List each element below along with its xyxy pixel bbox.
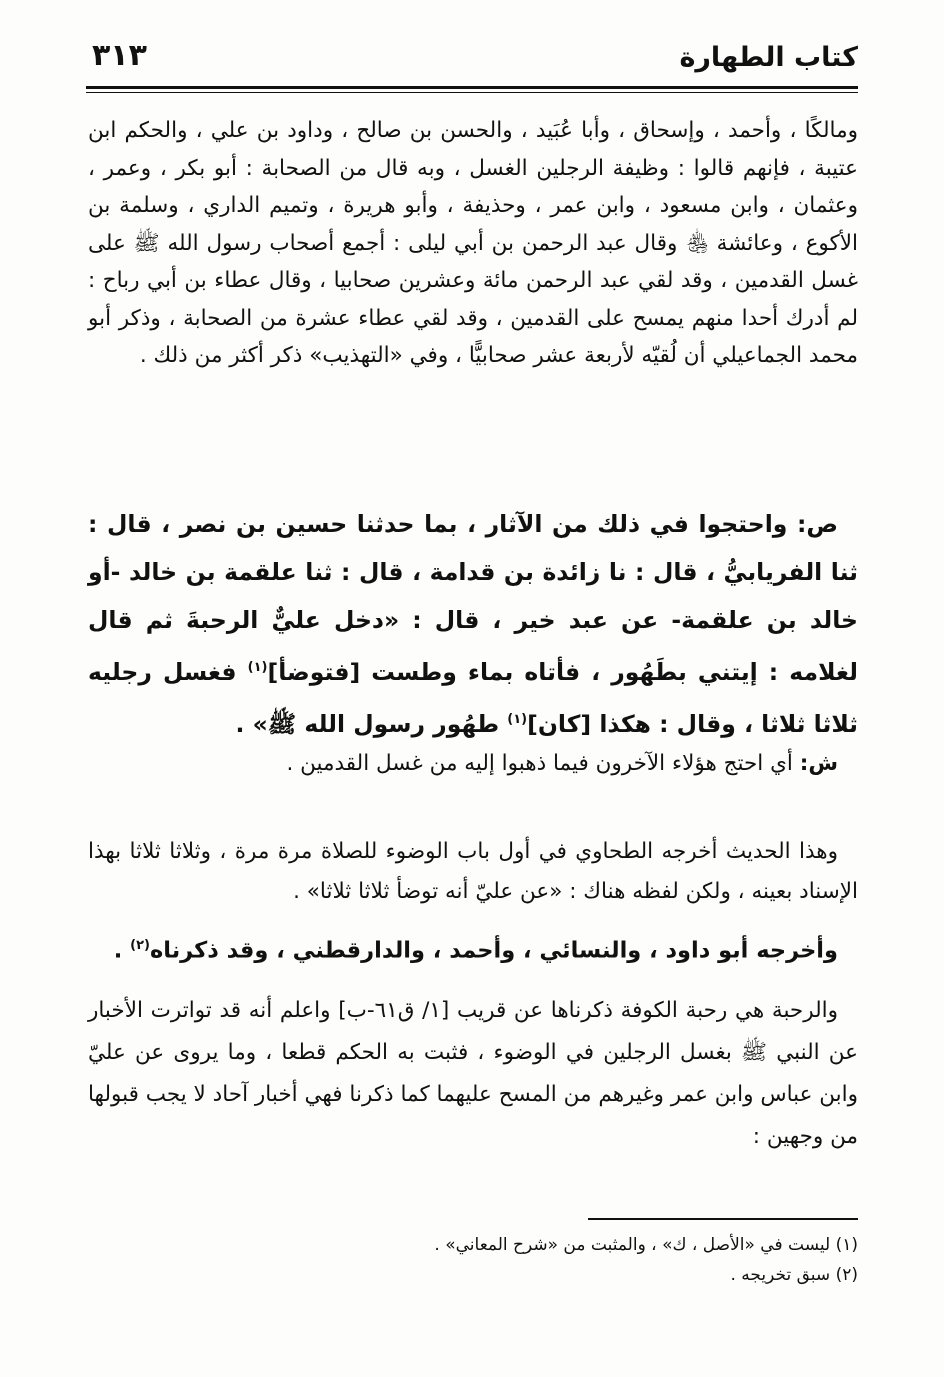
matn-text: فغسل رجليه ثلاثا ثلاثا ، وقال : هكذا [كان] bbox=[88, 657, 858, 738]
matn-marker: ص: bbox=[796, 510, 838, 538]
footnotes bbox=[88, 1230, 858, 1290]
header-rule-thin bbox=[86, 92, 858, 93]
sharh-paragraph bbox=[88, 744, 858, 784]
page-number: ٣١٣ bbox=[92, 38, 147, 73]
header-rule bbox=[86, 86, 858, 89]
takhrij-text: وأخرجه أبو داود ، والنسائي ، وأحمد ، والدارقطني ، وقد ذكرناه bbox=[150, 937, 838, 964]
footnote-ref: (١) bbox=[247, 660, 268, 675]
takhrij-end: . bbox=[113, 937, 123, 964]
matn-text: طهُور رسول الله ﷺ» . bbox=[235, 709, 500, 738]
footnote-2: (٢) سبق تخريجه . bbox=[730, 1265, 858, 1285]
footnote-1: (١) ليست في «الأصل ، ك» ، والمثبت من «شرح المعاني» . bbox=[434, 1235, 858, 1255]
sharh-text: أي احتج هؤلاء الآخرون فيما ذهبوا إليه من غسل القدمين . bbox=[286, 751, 793, 776]
footnote-ref: (١) bbox=[507, 711, 528, 727]
matn-text: واحتجوا في ذلك من الآثار ، بما حدثنا حسين بن نصر ، قال : ثنا الفريابيُّ ، قال : نا زائدة بن قدامة ، قال : ثنا علقمة بن خالد -أو خالد بن علقمة- عن عبد خير ، قال : «دخل عليٌّ الرحبةَ ثم قال لغلامه : إيتني بطَهُور ، فأتاه بماء وطست [فتوضأ] bbox=[88, 510, 859, 686]
commentary-paragraph: ومالكًا ، وأحمد ، وإسحاق ، وأبا عُبَيد ، والحسن بن صالح ، وداود بن علي ، والحكم ابن عتيبة ، فإنهم قالوا : وظيفة الرجلين الغسل ، وبه قال من الصحابة : أبو بكر ، وعمر ، وعثمان ، وابن مسعود ، وابن عمر ، وحذيفة ، وأبو هريرة ، وتميم الداري ، وسلمة بن الأكوع ، وعائشة ﵃ وقال عبد الرحمن بن أبي ليلى : أجمع أصحاب رسول الله ﷺ على غسل القدمين ، وقد لقي عبد الرحمن مائة وعشرين صحابيا ، وقال عطاء بن أبي رباح : لم أدرك أحدا منهم يمسح على القدمين ، وقد لقي عطاء عشرة من الصحابة ، وذكر أبو محمد الجماعيلي أن لُقيّه لأربعة عشر صحابيًّا ، وفي «التهذيب» ذكر أكثر من ذلك . bbox=[88, 118, 858, 368]
takhrij-paragraph bbox=[88, 926, 858, 971]
matn-paragraph bbox=[88, 500, 858, 748]
footnote-ref: (٢) bbox=[130, 938, 150, 953]
hadith-note-paragraph: وهذا الحديث أخرجه الطحاوي في أول باب الوضوء للصلاة مرة مرة ، وثلاثا ثلاثا بهذا الإسناد بعينه ، ولكن لفظه هناك : «عن عليّ أنه توضأ ثلاثا ثلاثا» . bbox=[88, 839, 858, 904]
chapter-title: كتاب الطهارة bbox=[679, 42, 858, 73]
sharh-marker: ش: bbox=[799, 751, 838, 776]
discussion-paragraph: والرحبة هي رحبة الكوفة ذكرناها عن قريب [١/ ق٦١-ب] واعلم أنه قد تواترت الأخبار عن النبي ﷺ بغسل الرجلين في الوضوء ، فثبت به الحكم قطعا ، وما يروى عن عليّ وابن عباس وابن عمر وغيرهم من المسح عليهما كما ذكرنا فهي أخبار آحاد لا يجب قبولها من وجهين : bbox=[88, 998, 858, 1149]
footnote-separator bbox=[588, 1218, 858, 1220]
